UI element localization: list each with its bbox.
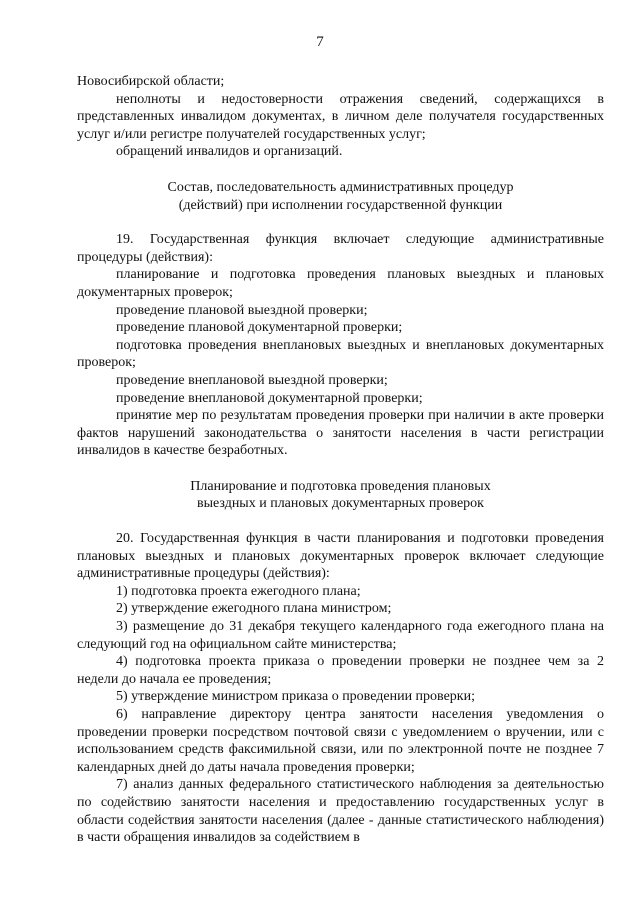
paragraph: 20. Государственная функция в части планирования и подготовки проведения плановых выездных и плановых документарных проверок включает следующие административные процедуры (действия): (77, 531, 604, 582)
paragraph: обращений инвалидов и организаций. (116, 144, 343, 160)
list-item: проведение внеплановой документарной проверки; (116, 390, 423, 406)
list-item: принятие мер по результатам проведения проверки при наличии в акте проверки фактов нарушений законодательства о занятости населения в части регистрации инвалидов в качестве безработных. (77, 408, 604, 459)
section-heading-line: (действий) при исполнении государственной функции (178, 197, 503, 213)
page-content (77, 73, 604, 847)
list-item: 4) подготовка проекта приказа о проведении проверки не позднее чем за 2 недели до начала ее проведения; (77, 654, 604, 687)
paragraph: 19. Государственная функция включает следующие административные процедуры (действия): (77, 232, 604, 265)
list-item: 5) утверждение министром приказа о проведении проверки; (116, 689, 475, 705)
list-item: проведение внеплановой выездной проверки; (116, 372, 388, 388)
page-number: 7 (316, 34, 324, 50)
list-item: 3) размещение до 31 декабря текущего календарного года ежегодного плана на следующий год на официальном сайте министерства; (77, 619, 604, 652)
list-item: 7) анализ данных федерального статистического наблюдения за деятельностью по содействию занятости населения и предоставлению государственных услуг в области содействия занятости населения (далее - данные статистического наблюдения) в части обращения инвалидов за содействием в (77, 777, 604, 846)
list-item: планирование и подготовка проведения плановых выездных и плановых документарных проверок; (77, 267, 604, 300)
list-item: 6) направление директору центра занятости населения уведомления о проведении проверки посредством почтовой связи с уведомлением о вручении, или с использованием средств факсимильной связи, или по электронной почте не позднее 7 календарных дней до даты начала проведения проверки; (77, 707, 604, 775)
list-item: 1) подготовка проекта ежегодного плана; (116, 583, 361, 599)
list-item: 2) утверждение ежегодного плана министром; (116, 601, 392, 617)
list-item: подготовка проведения внеплановых выездных и внеплановых документарных проверок; (77, 337, 604, 371)
section-heading-line: Планирование и подготовка проведения плановых (190, 478, 491, 494)
section-heading-line: Состав, последовательность административных процедур (167, 179, 514, 195)
list-item: проведение плановой документарной проверки; (116, 320, 403, 336)
section-heading-line: выездных и плановых документарных проверок (197, 496, 484, 512)
list-item: проведение плановой выездной проверки; (116, 302, 368, 318)
paragraph: Новосибирской области; (77, 74, 225, 89)
paragraph: неполноты и недостоверности отражения сведений, содержащихся в представленных инвалидом документах, в личном деле получателя государственных услуг и/или регистре получателей государственных услуг; (77, 91, 604, 142)
